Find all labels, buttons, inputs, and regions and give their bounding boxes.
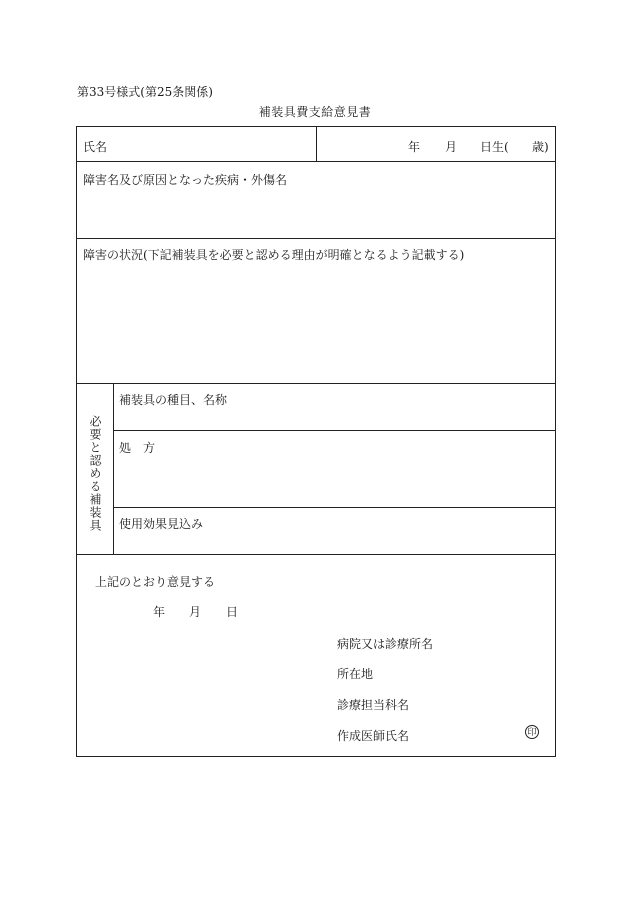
prescription-label: 処 方: [119, 441, 156, 455]
doctor-name-label: 作成医師氏名: [337, 729, 410, 743]
department-label: 診療担当科名: [337, 698, 410, 712]
address-label: 所在地: [337, 667, 374, 681]
condition-label: 障害の状況(下記補装具を必要と認める理由が明確となるよう記載する): [83, 248, 465, 262]
expected-effect-label: 使用効果見込み: [119, 517, 204, 531]
row-divider: [76, 554, 556, 555]
document-title: 補装具費支給意見書: [258, 105, 372, 119]
needed-device-group-label: 必要と認める補装具: [88, 415, 102, 532]
column-divider: [113, 383, 114, 554]
device-type-label: 補装具の種目、名称: [119, 393, 228, 407]
hospital-label: 病院又は診療所名: [337, 637, 434, 651]
seal-icon: 印: [525, 725, 539, 739]
row-divider: [113, 430, 556, 431]
row-divider: [76, 238, 556, 239]
birth-month-label: 月: [445, 140, 458, 154]
date-month-label: 月: [189, 605, 202, 619]
date-year-label: 年: [153, 605, 166, 619]
form-number: 第33号様式(第25条関係): [77, 85, 213, 99]
statement-text: 上記のとおり意見する: [95, 575, 216, 589]
row-divider: [76, 383, 556, 384]
row-divider: [76, 161, 556, 162]
birth-day-label: 日生(: [480, 140, 509, 154]
age-label: 歳): [532, 140, 549, 154]
disease-label: 障害名及び原因となった疾病・外傷名: [83, 173, 288, 187]
date-day-label: 日: [226, 605, 239, 619]
birth-year-label: 年: [408, 140, 421, 154]
name-label: 氏名: [83, 140, 108, 154]
row-divider: [113, 507, 556, 508]
column-divider: [316, 126, 317, 161]
